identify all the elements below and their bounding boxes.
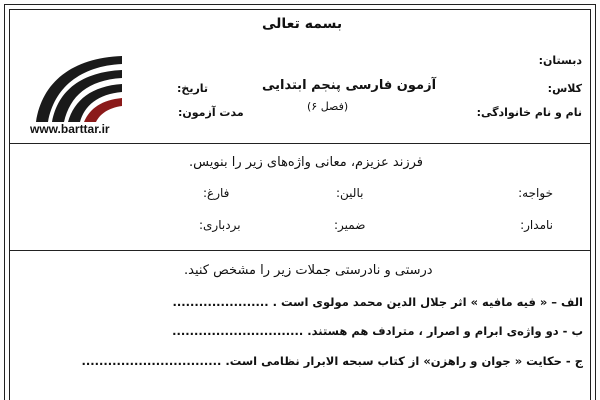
word-zamir: ضمیر:: [334, 218, 366, 232]
website-url: www.barttar.ir: [30, 122, 110, 136]
statement-item: ج - حکایت « جوان و راهزن» از کتاب سبحه الابرار نظامی است. ................................: [81, 354, 583, 368]
exam-title: آزمون فارسی پنجم ابتدایی: [262, 78, 437, 93]
statement-item: ب - دو واژه‌ی ابرام و اصرار ، مترادف هم هستند. ..............................: [172, 324, 583, 338]
section1-instruction: فرزند عزیزم، معانی واژه‌های زیر را بنویس.: [189, 155, 424, 170]
exam-chapter: (فصل ۶): [307, 100, 349, 113]
school-label: دبستان:: [538, 54, 582, 67]
duration-label: مدت آزمون:: [178, 106, 244, 119]
word-balin: بالین:: [336, 186, 364, 200]
header-divider: [9, 143, 591, 144]
word-namdar: نامدار:: [520, 218, 553, 232]
section2-instruction: درستی و نادرستی جملات زیر را مشخص کنید.: [184, 263, 433, 278]
basmala: بسمه تعالی: [262, 16, 343, 32]
word-fargh: فارغ:: [203, 186, 230, 200]
section-divider: [9, 250, 591, 251]
word-khaje: خواجه:: [518, 186, 553, 200]
word-bordbari: بردباری:: [199, 218, 241, 232]
statement-item: الف – « فیه مافیه » اثر جلال الدین محمد مولوی است . ......................: [172, 295, 583, 309]
class-label: کلاس:: [547, 82, 582, 95]
barttar-logo-icon: [32, 52, 124, 124]
date-label: تاریخ:: [177, 82, 209, 95]
name-label: نام و نام خانوادگی:: [476, 106, 582, 119]
